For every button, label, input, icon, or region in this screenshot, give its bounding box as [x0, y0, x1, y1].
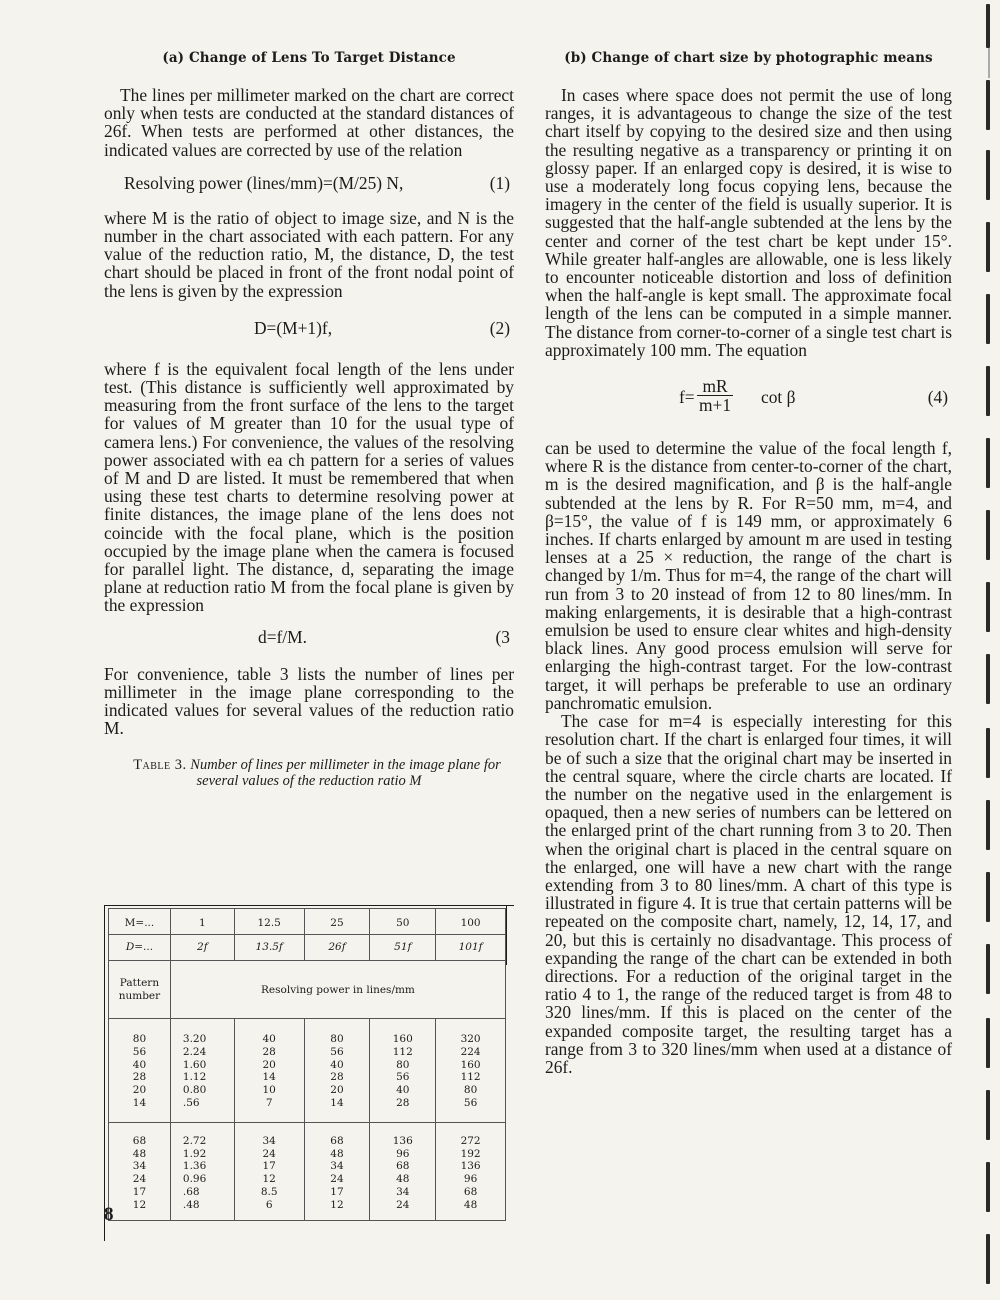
paragraph: where M is the ratio of object to image size, and N is the number in the chart associated with each pattern. For any value of the reduction ratio, M, the distance, D, the test chart should be placed in front of the front nodal point of the lens is given by the expression: [104, 207, 514, 301]
table-caption-text: Number of lines per millimeter in the image plane for several values of the reduction ratio M: [190, 757, 501, 790]
pattern-header: Pattern number: [109, 961, 171, 1019]
equation-number: (1): [489, 172, 510, 193]
table-right-rule: [506, 905, 507, 965]
pattern-cell: 80 56 40 28 20 14: [109, 1019, 171, 1123]
d-label: D=...: [109, 935, 171, 961]
table-caption: [104, 757, 514, 789]
table-cell: 2.72 1.92 1.36 0.96 .68 .48: [170, 1122, 234, 1220]
table-row-d: [109, 935, 506, 961]
m-label: M=...: [109, 909, 171, 935]
equation-number: (3: [495, 626, 510, 647]
paragraph: can be used to determine the value of the focal length f, where R is the distance from center-to-corner of the chart, m is the desired magnification, and β is the half-angle subtended at the lens by R. For R=50 mm, m=4, and β=15°, the value of f is 149 mm, or approximately 6 inches. If charts enlarged by amount m are used in testing lenses at a 25 × reduction, the range of the chart is changed by 1/m. Thus for m=4, the range of the chart will run from 3 to 20 instead of from 12 to 80 lines/mm. In making enlargements, it is desirable that a high-contrast emulsion be used to ensure clear whites and high-density black lines. Any good process emulsion will serve for enlarging the high-contrast target. For the low-contrast target, it will perhaps be preferable to use an ordinary panchromatic emulsion.: [545, 438, 952, 713]
m-value: 50: [370, 909, 436, 935]
binder-tab-mark: [986, 944, 990, 994]
table-label: Table 3.: [133, 757, 187, 774]
equation-text: D=(M+1)f,: [254, 317, 333, 338]
table-cell: 320 224 160 112 80 56: [436, 1019, 506, 1123]
binder-tab-mark: [986, 1234, 990, 1284]
table-row-group-2: [109, 1122, 506, 1220]
equation-lhs: f=: [679, 387, 695, 408]
pattern-cell: 68 48 34 24 17 12: [109, 1122, 171, 1220]
table-cell: 80 56 40 28 20 14: [304, 1019, 370, 1123]
binder-tab-mark: [986, 80, 990, 130]
binder-tab-mark: [988, 48, 990, 78]
binder-tab-mark: [986, 1018, 990, 1068]
equation-number: (4): [927, 387, 948, 408]
table-row-group-1: [109, 1019, 506, 1123]
d-value: 51f: [370, 935, 436, 961]
left-column: [104, 50, 514, 1211]
page-number: 8: [104, 1204, 114, 1225]
section-heading-a: (a) Change of Lens To Target Distance: [162, 50, 456, 66]
m-value: 100: [436, 909, 506, 935]
table-cell: 272 192 136 96 68 48: [436, 1122, 506, 1220]
binder-tab-mark: [986, 222, 990, 272]
table-cell: 136 96 68 48 34 24: [370, 1122, 436, 1220]
binder-tab-mark: [986, 4, 990, 48]
table-header-row: [109, 961, 506, 1019]
equation-text: d=f/M.: [258, 626, 307, 647]
binder-tab-mark: [986, 654, 990, 704]
binder-tab-mark: [986, 294, 990, 344]
table-cell: 160 112 80 56 40 28: [370, 1019, 436, 1123]
binder-tab-mark: [986, 1090, 990, 1140]
equation-2: [104, 318, 514, 340]
table-cell: 3.20 2.24 1.60 1.12 0.80 .56: [170, 1019, 234, 1123]
d-value: 13.5f: [234, 935, 304, 961]
d-value: 101f: [436, 935, 506, 961]
binder-tab-mark: [986, 1162, 990, 1212]
equation-fraction: [697, 377, 733, 414]
fraction-denominator: m+1: [699, 395, 732, 416]
binder-tab-mark: [986, 872, 990, 922]
equation-number: (2): [489, 317, 510, 338]
table-cell: 40 28 20 14 10 7: [234, 1019, 304, 1123]
m-value: 25: [304, 909, 370, 935]
binder-tab-mark: [986, 150, 990, 200]
table-cell: 34 24 17 12 8.5 6: [234, 1122, 304, 1220]
paragraph: For convenience, table 3 lists the number of lines per millimeter in the image plane corresponding to the indicated values for several values of the reduction ratio M.: [104, 663, 514, 739]
d-value: 26f: [304, 935, 370, 961]
table-row-m: [109, 909, 506, 935]
equation-1: [104, 173, 514, 195]
equation-text: Resolving power (lines/mm)=(M/25) N,: [124, 172, 404, 193]
data-table-frame: [104, 905, 514, 1241]
equation-4: [545, 377, 952, 417]
fraction-numerator: mR: [697, 377, 733, 396]
binder-tab-mark: [986, 582, 990, 632]
resolving-header: Resolving power in lines/mm: [170, 961, 505, 1019]
section-heading-b: (b) Change of chart size by photographic means: [564, 50, 933, 66]
paragraph: In cases where space does not permit the use of long ranges, it is advantageous to change the size of the test chart itself by copying to the desired size and then using the resulting negative as a transparency or printing it on glossy paper. If an enlarged copy is desired, it is wise to use a moderately long focus copying lens, because the imagery in the center of the field is usually superior. It is suggested that the half-angle subtended at the lens by the center and corner of the test chart be kept under 15°. While greater half-angles are allowable, one is less likely to encounter noticeable distortion and loss of definition when the half-angle is kept small. The approximate focal length of the lens can be computed in a simple manner. The distance from corner-to-corner of a single test chart is approximately 100 mm. The equation: [545, 85, 952, 360]
paragraph: The case for m=4 is especially interesting for this resolution chart. If the chart is enlarged four times, it will be of such a size that the original chart may be inserted in the central square, where the circle charts are located. If the number on the negative used in the enlargement is opaqued, then a new series of numbers can be lettered on the enlarged print of the chart running from 3 to 20. Then when the original chart is placed in the central square on the enlarged, one will have a new chart with the range extending from 3 to 80 lines/mm. A chart of this type is illustrated in figure 4. It is true that certain patterns will be repeated on the composite chart, namely, 12, 14, 17, and 20, but this is certainly no disadvantage. This process of expanding the range of the chart can be extended in both directions. For a reduction of the original target in the ratio 4 to 1, the range of the reduced target is from 48 to 320 lines/mm. If this is placed on the center of the expanded composite target, the resulting target has a range from 3 to 320 lines/mm when used at a distance of 26f.: [545, 711, 952, 1077]
binder-tab-mark: [986, 510, 990, 560]
table-top-rule: [104, 905, 514, 906]
equation-rhs: cot β: [761, 387, 796, 408]
data-table: [108, 908, 506, 1221]
d-value: 2f: [170, 935, 234, 961]
right-column: [545, 50, 952, 1076]
table-left-rule: [104, 905, 105, 1241]
binder-tab-mark: [986, 800, 990, 850]
paragraph: where f is the equivalent focal length of the lens under test. (This distance is sufficiently well approximated by measuring from the front surface of the lens to the target for values of M greater than 10 for the usual type of camera lens.) For convenience, the values of the resolving power associated with ea ch pattern for a series of values of M and D are listed. It must be remembered that when using these test charts to determine resolving power at finite distances, the image plane of the lens does not coincide with the focal plane, which is the position occupied by the image plane when the camera is focused for parallel light. The distance, d, separating the image plane at reduction ratio M from the focal plane is given by the expression: [104, 358, 514, 616]
equation-3: [104, 627, 514, 649]
binder-tab-mark: [986, 438, 990, 488]
table-cell: 68 48 34 24 17 12: [304, 1122, 370, 1220]
binder-tab-mark: [986, 366, 990, 416]
m-value: 1: [170, 909, 234, 935]
m-value: 12.5: [234, 909, 304, 935]
paragraph: The lines per millimeter marked on the chart are correct only when tests are conducted at the standard distances of 26f. When tests are performed at other distances, the indicated values are corrected by use of the relation: [104, 85, 514, 160]
binder-tab-mark: [986, 728, 990, 778]
